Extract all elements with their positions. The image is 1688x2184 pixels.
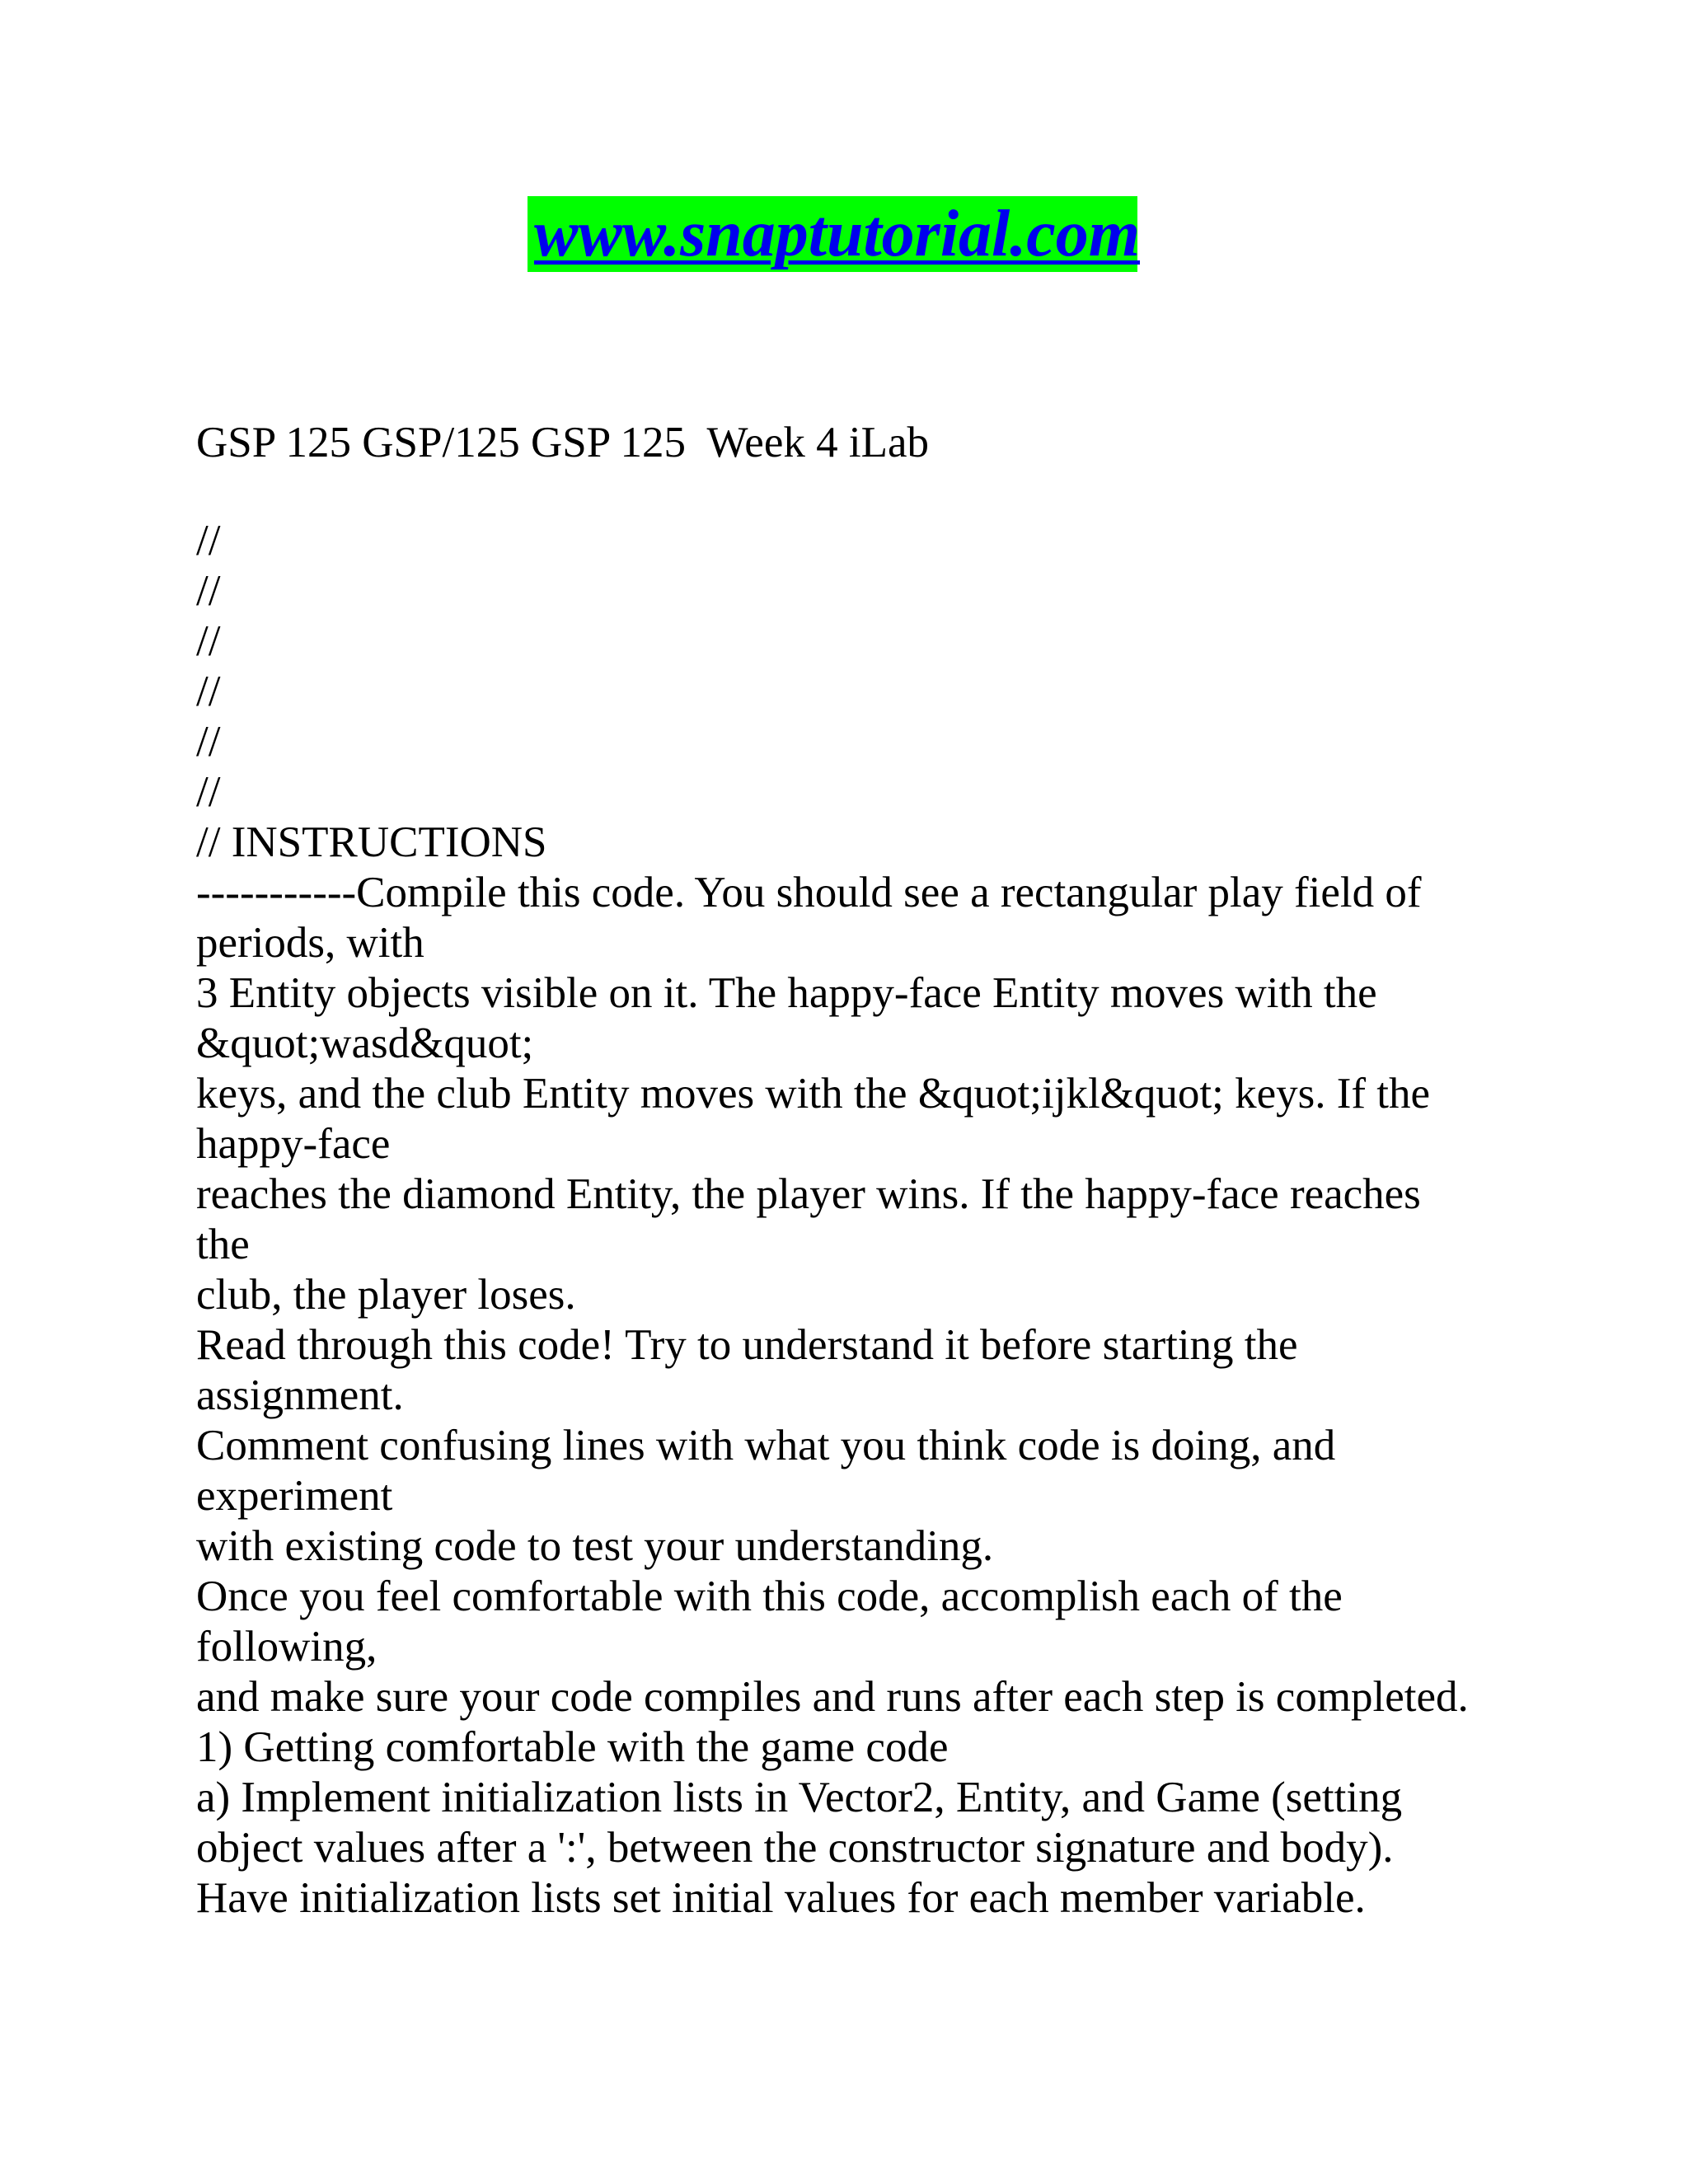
body-line: Read through this code! Try to understand it before starting the	[196, 1321, 1298, 1369]
body-line: //	[196, 567, 221, 615]
document-body	[196, 516, 1515, 1924]
body-line: happy-face	[196, 1120, 391, 1168]
body-line: //	[196, 517, 221, 565]
body-line: 3 Entity objects visible on it. The happy-face Entity moves with the	[196, 969, 1377, 1017]
body-line: keys, and the club Entity moves with the &quot;ijkl&quot; keys. If the	[196, 1070, 1431, 1118]
body-line: -----------Compile this code. You should see a rectangular play field of	[196, 869, 1422, 916]
page-title: GSP 125 GSP/125 GSP 125 Week 4 iLab	[196, 419, 929, 466]
body-line: club, the player loses.	[196, 1271, 576, 1319]
website-link[interactable]: www.snaptutorial.com	[534, 198, 1140, 270]
body-line: //	[196, 768, 221, 816]
body-line: experiment	[196, 1472, 393, 1520]
body-line: with existing code to test your understanding.	[196, 1522, 994, 1570]
body-line: // INSTRUCTIONS	[196, 818, 547, 866]
body-line: following,	[196, 1623, 377, 1671]
body-line: the	[196, 1221, 250, 1268]
body-line: //	[196, 668, 221, 715]
body-line: 1) Getting comfortable with the game code	[196, 1723, 949, 1771]
body-line: reaches the diamond Entity, the player wins. If the happy-face reaches	[196, 1170, 1421, 1218]
body-line: object values after a ':', between the constructor signature and body).	[196, 1824, 1394, 1872]
body-line: Comment confusing lines with what you think code is doing, and	[196, 1422, 1336, 1469]
body-line: and make sure your code compiles and runs after each step is completed.	[196, 1673, 1469, 1721]
website-link-highlight	[528, 196, 1140, 272]
body-line: Have initialization lists set initial values for each member variable.	[196, 1874, 1366, 1922]
body-line: Once you feel comfortable with this code, accomplish each of the	[196, 1572, 1343, 1620]
body-line: //	[196, 718, 221, 766]
body-line: //	[196, 617, 221, 665]
body-line: &quot;wasd&quot;	[196, 1019, 534, 1067]
body-line: a) Implement initialization lists in Vector2, Entity, and Game (setting	[196, 1774, 1403, 1821]
body-line: assignment.	[196, 1371, 404, 1419]
body-line: periods, with	[196, 919, 424, 967]
